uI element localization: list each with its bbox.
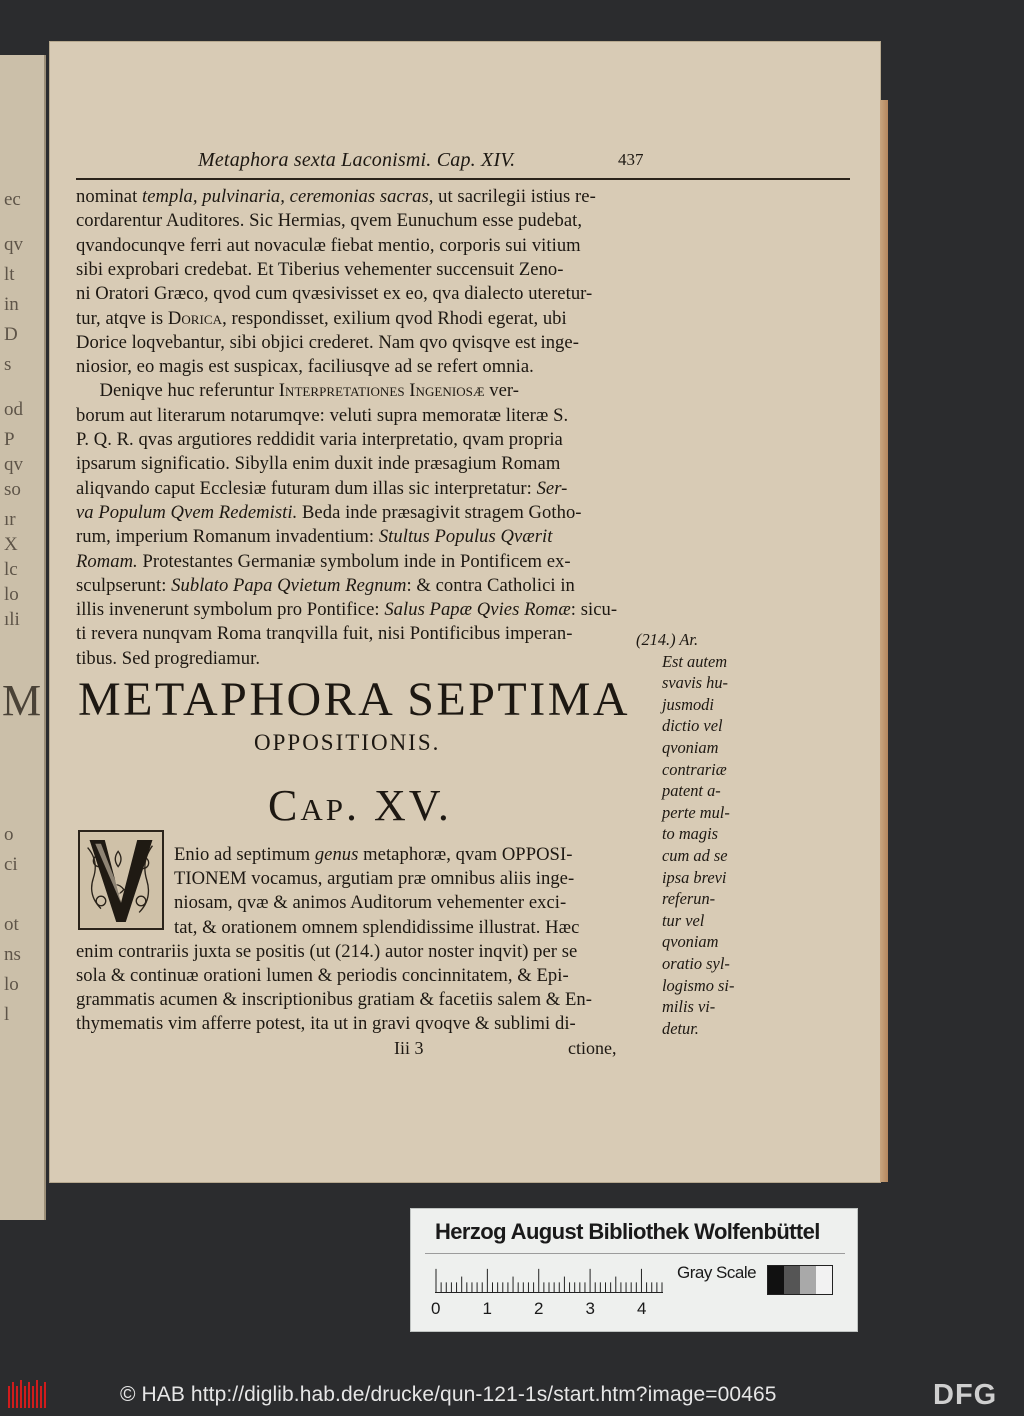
- ruler-number: 4: [637, 1299, 647, 1318]
- margin-note-line: to magis: [662, 824, 719, 844]
- text-line: Enio ad septimum genus metaphoræ, qvam OPPOSI-: [174, 844, 573, 865]
- text-line: niosior, eo magis est suspicax, faciliusqve ad se refert omnia.: [76, 356, 534, 378]
- margin-note-line: qvoniam: [662, 932, 719, 952]
- ghost-glyph: ıli: [4, 609, 20, 630]
- ghost-glyph: l: [4, 1004, 10, 1025]
- ghost-glyph: ec: [4, 189, 21, 210]
- ghost-glyph: X: [4, 534, 18, 555]
- text-line: aliqvando caput Ecclesiæ futuram dum illas sic interpretatur: Ser-: [76, 477, 568, 499]
- ghost-glyph: ır: [4, 509, 16, 530]
- text-line: borum aut literarum notarumqve: veluti supra memoratæ literæ S.: [76, 404, 569, 426]
- color-target-card: [410, 1208, 858, 1332]
- ruler-number: 0: [431, 1299, 441, 1318]
- decorated-initial-v: [78, 830, 164, 930]
- margin-note-line: contrariæ: [662, 759, 727, 779]
- gray-scale-patches: [767, 1265, 833, 1295]
- text-line: P. Q. R. qvas argutiores reddidit varia interpretatio, qvam propria: [76, 429, 563, 450]
- text-line: TIONEM vocamus, argutiam præ omnibus aliis inge-: [174, 868, 575, 890]
- book-page: [50, 42, 880, 1182]
- text-line: rum, imperium Romanum invadentium: Stultus Populus Qværit: [76, 526, 553, 548]
- margin-note-line: milis vi-: [662, 997, 716, 1017]
- text-line: niosam, qvæ & animos Auditorum vehementer exci-: [174, 892, 567, 914]
- ruler-number: 2: [534, 1299, 544, 1318]
- card-divider: [425, 1253, 845, 1254]
- text-line: tat, & orationem omnem splendidissime illustrat. Hæc: [174, 916, 580, 938]
- library-name: Herzog August Bibliothek Wolfenbüttel: [435, 1219, 820, 1244]
- text-line: cordarentur Auditores. Sic Hermias, qvem Eunuchum esse pudebat,: [76, 210, 583, 232]
- ghost-glyph: o: [4, 824, 14, 845]
- chapter-title: METAPHORA SEPTIMA: [78, 673, 631, 726]
- chapter-subtitle: OPPOSITIONIS.: [254, 730, 441, 755]
- text-line: nominat templa, pulvinaria, ceremonias sacras, ut sacrilegii istius re-: [76, 186, 596, 207]
- text-line: ti revera nunqvam Roma tranqvilla fuit, nisi Pontificibus imperan-: [76, 623, 573, 645]
- margin-note-line: qvoniam: [662, 738, 719, 757]
- text-line: illis invenerunt symbolum pro Pontifice: Salus Papæ Qvies Romæ: sicu-: [76, 599, 618, 621]
- ghost-glyph: lo: [4, 974, 19, 995]
- ghost-glyph: s: [4, 354, 12, 375]
- text-line: Dorice loqvebantur, sibi objici crederet. Nam qvo qvisqve est inge-: [76, 331, 579, 353]
- margin-note-line: Est autem: [662, 651, 728, 671]
- text-line: Romam. Protestantes Germaniæ symbolum inde in Pontificem ex-: [76, 550, 571, 572]
- dfg-logo: DFG: [933, 1379, 998, 1411]
- text-line: sola & continuæ orationi lumen & periodis concinnitatem, & Epi-: [76, 965, 569, 986]
- header-rule: [76, 178, 850, 180]
- ghost-glyph: qv: [4, 454, 23, 475]
- margin-note-line: oratio syl-: [662, 954, 730, 973]
- ruler-icon: [435, 1265, 663, 1292]
- ghost-capital: M: [2, 676, 42, 725]
- running-head: Metaphora sexta Laconismi. Cap. XIV.: [198, 149, 516, 171]
- ghost-glyph: D: [4, 324, 18, 345]
- ghost-glyph: lc: [4, 559, 18, 580]
- ghost-glyph: lo: [4, 584, 19, 605]
- barcode-icon: [8, 1380, 48, 1408]
- gray-patch: [784, 1266, 800, 1294]
- margin-note-line: svavis hu-: [662, 673, 729, 693]
- catchword: ctione,: [568, 1038, 617, 1058]
- ruler-number: 1: [482, 1299, 492, 1318]
- source-url[interactable]: © HAB http://diglib.hab.de/drucke/qun-121-1s/start.htm?image=00465: [120, 1383, 777, 1406]
- gray-patch: [768, 1266, 784, 1294]
- text-line: qvandocunqve ferri aut novaculæ fiebat mentio, corporis sui vitium: [76, 234, 581, 256]
- text-line: Deniqve huc referuntur Interpretationes Ingeniosæ ver-: [76, 380, 520, 402]
- text-line: ni Oratori Græco, qvod cum qvæsivisset ex eo, qva dialecto uteretur-: [76, 283, 593, 305]
- ghost-glyph: so: [4, 479, 21, 500]
- text-line: va Populum Qvem Redemisti. Beda inde præsagivit stragem Gotho-: [76, 501, 582, 523]
- text-line: thymematis vim afferre potest, ita ut in gravi qvoqve & sublimi di-: [76, 1013, 576, 1035]
- page-edge: [880, 100, 888, 1182]
- margin-note-line: perte mul-: [662, 802, 730, 822]
- margin-note-line: cum ad se: [662, 846, 728, 865]
- margin-note-line: (214.) Ar.: [636, 630, 699, 649]
- margin-note-line: patent a-: [662, 781, 721, 801]
- signature-mark: Iii 3: [394, 1038, 424, 1058]
- text-line: grammatis acumen & inscriptionibus gratiam & facetiis salem & En-: [76, 989, 592, 1011]
- margin-note-line: ipsa brevi: [662, 867, 727, 887]
- ghost-glyph: P: [4, 429, 15, 450]
- text-line: sibi exprobari credebat. Et Tiberius vehementer succensuit Zeno-: [76, 258, 564, 280]
- chapter-number: Cap. XV.: [268, 781, 452, 830]
- ruler-number: 3: [585, 1299, 595, 1318]
- gray-patch: [800, 1266, 816, 1294]
- margin-note-line: jusmodi: [662, 694, 714, 714]
- text-line: tibus. Sed progrediamur.: [76, 647, 261, 669]
- ornament-icon: [80, 832, 162, 928]
- ghost-glyph: ci: [4, 854, 18, 875]
- ghost-glyph: qv: [4, 234, 23, 255]
- ghost-glyph: lt: [4, 264, 15, 285]
- page-number: 437: [618, 150, 644, 169]
- ghost-glyph: ot: [4, 914, 19, 935]
- margin-note-line: tur vel: [662, 910, 705, 930]
- text-line: ipsarum significatio. Sibylla enim duxit inde præsagium Romam: [76, 453, 561, 475]
- gray-patch: [816, 1266, 832, 1294]
- ghost-glyph: ns: [4, 944, 21, 965]
- margin-note-line: dictio vel: [662, 716, 723, 736]
- text-line: enim contrariis juxta se positis (ut (214.) autor noster inqvit) per se: [76, 940, 578, 962]
- ghost-glyph: od: [4, 399, 23, 420]
- text-line: tur, atqve is Dorica, respondisset, exilium qvod Rhodi egerat, ubi: [76, 307, 567, 329]
- text-line: sculpserunt: Sublato Papa Qvietum Regnum: & contra Catholici in: [76, 574, 575, 596]
- margin-note-line: logismo si-: [662, 975, 735, 995]
- left-facing-page: [0, 55, 46, 1220]
- footer-bar: [0, 1370, 1024, 1416]
- gray-scale-label: Gray Scale: [677, 1263, 757, 1282]
- ghost-glyph: in: [4, 294, 19, 315]
- scale-ruler: [435, 1265, 663, 1293]
- margin-note-line: detur.: [662, 1018, 699, 1038]
- margin-note-line: referun-: [662, 889, 716, 909]
